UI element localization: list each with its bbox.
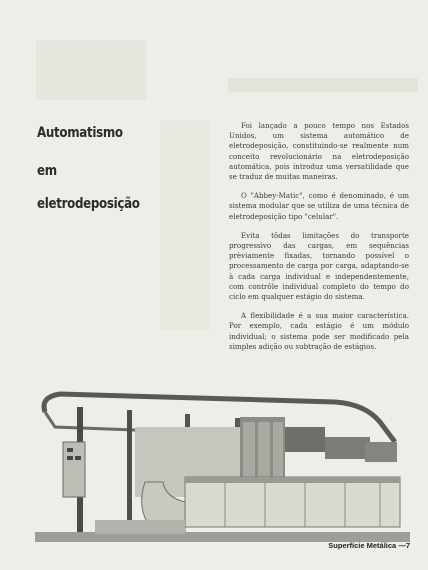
- show-through-bar: [228, 78, 418, 92]
- magazine-name: Superfície Metálica: [328, 541, 397, 550]
- article-title-line-3: eletrodeposição: [37, 196, 140, 212]
- paragraph-3: Evita tôdas limitações do transporte progressivo das cargas, em sequências prèviamente fixadas, tornando possível o processamento de carga por carga, adaptando-se à cada carga individual e independentemente, com contrôle individual completo do tempo do ciclo em qualquer estágio do sistema.: [229, 230, 409, 302]
- paragraph-1: Foi lançado a pouco tempo nos Estados Unidos, um sistema automático de eletrodeposição, constituindo-se realmente num conceito revolucionário na eletrodeposição automática, pois introduz uma versatilidade que se traduz de muitas maneiras.: [229, 121, 409, 182]
- page-number: 7: [405, 541, 410, 550]
- show-through-column: [160, 120, 210, 330]
- paragraph-4: A flexibilidade é a sua maior característica. Por exemplo, cada estágio é um módulo individual; o sistema pode ser modificado pela simples adição ou subtração de estágios.: [229, 311, 409, 351]
- page-footer: [328, 541, 410, 550]
- footer-separator: —: [398, 541, 406, 550]
- article-title-line-1: Automatismo: [37, 125, 123, 141]
- show-through-block: [36, 40, 146, 100]
- article-body: [229, 121, 409, 361]
- paragraph-2: O "Abbey-Matic", como é denominado, é um sistema modular que se utiliza de uma técnica de eletrodeposição tipo "celular".: [229, 191, 409, 221]
- article-title-line-2: em: [37, 163, 57, 179]
- electroplating-machine-photo: [35, 382, 410, 542]
